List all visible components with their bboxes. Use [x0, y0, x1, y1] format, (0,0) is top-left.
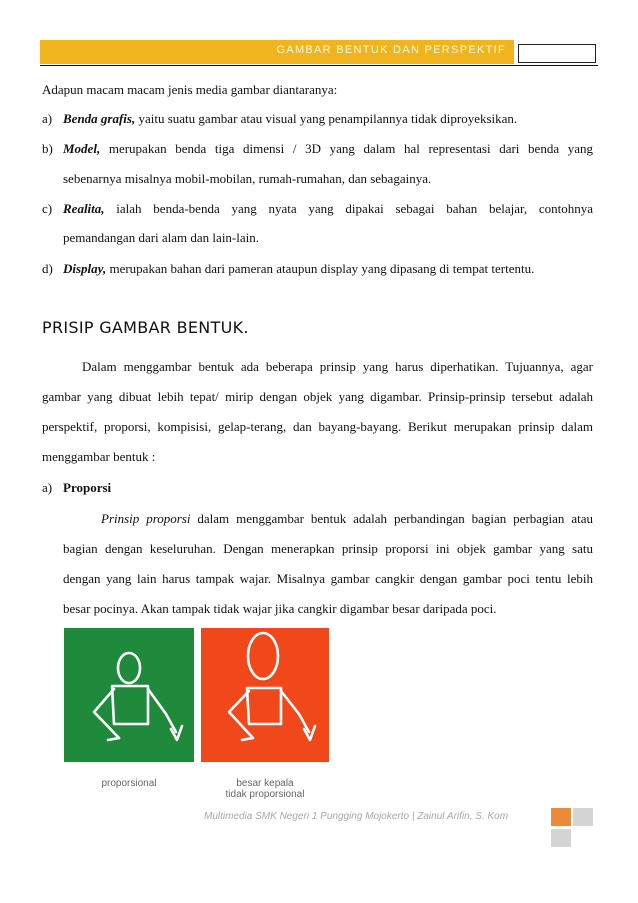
list-item-label: a)	[42, 111, 53, 126]
proporsi-line	[63, 511, 593, 527]
header-page-box	[518, 44, 596, 63]
proporsi-term: Prinsip proporsi	[101, 511, 191, 526]
stick-figure-drawing-icon	[64, 628, 194, 762]
footer-grey-square	[573, 808, 593, 826]
proportional-figure-panel	[64, 628, 194, 762]
list-item-label: b)	[42, 141, 53, 156]
sub-heading-title: Proporsi	[63, 480, 112, 495]
figure-caption-right-line2: tidak proporsional	[225, 789, 305, 800]
list-item-term: Realita,	[63, 201, 105, 216]
list-item-term: Display,	[63, 261, 107, 276]
proporsi-line: besar pocinya. Akan tampak tidak wajar jika cangkir digambar besar daripada poci.	[63, 601, 497, 616]
paragraph-line: menggambar bentuk :	[42, 449, 156, 464]
list-item-continuation: pemandangan dari alam dan lain-lain.	[63, 230, 260, 245]
list-item-text: yaitu suatu gambar atau visual yang penampilannya tidak diproyeksikan.	[135, 111, 518, 126]
list-item	[63, 141, 593, 157]
list-item-text: merupakan bahan dari pameran ataupun display yang dipasang di tempat tertentu.	[106, 261, 535, 276]
sub-heading-label: a)	[42, 480, 53, 495]
list-item	[63, 111, 517, 127]
header-divider	[40, 65, 598, 66]
section-heading: PRISIP GAMBAR BENTUK.	[42, 318, 249, 337]
footer-text: Multimedia SMK Negeri 1 Pungging Mojokerto | Zainul Arifin, S. Kom	[204, 811, 509, 822]
non-proportional-figure-panel	[201, 628, 329, 762]
intro-text: Adapun macam macam jenis media gambar diantaranya:	[42, 82, 338, 97]
footer-grey-square	[551, 829, 571, 847]
list-item-text: merupakan benda tiga dimensi / 3D yang dalam hal representasi dari benda yang	[100, 141, 593, 156]
list-item-text: ialah benda-benda yang nyata yang dipakai sebagai bahan belajar, contohnya	[104, 201, 593, 216]
list-item-term: Benda grafis,	[63, 111, 136, 126]
header-title: GAMBAR BENTUK DAN PERSPEKTIF	[276, 44, 506, 56]
paragraph-line: gambar yang dibuat lebih tepat/ mirip dengan objek yang digambar. Prinsip-prinsip tersebut adalah	[42, 389, 593, 404]
list-item	[63, 201, 593, 217]
header-bar	[40, 40, 514, 64]
figure-caption-left: proporsional	[101, 778, 157, 789]
list-item-label: c)	[42, 201, 53, 216]
list-item-term: Model,	[63, 141, 101, 156]
footer-orange-square	[551, 808, 571, 826]
paragraph-line: Dalam menggambar bentuk ada beberapa prinsip yang harus diperhatikan. Tujuannya, agar	[82, 359, 593, 374]
list-item-label: d)	[42, 261, 53, 276]
list-item	[63, 261, 534, 277]
proporsi-line: dengan yang lain harus tampak wajar. Misalnya gambar cangkir dengan gambar poci tentu lebih	[63, 571, 593, 586]
figure-caption-right-line1: besar kepala	[236, 778, 294, 789]
paragraph-line: perspektif, proporsi, kompisisi, gelap-terang, dan bayang-bayang. Berikut merupakan prinsip dalam	[42, 419, 593, 434]
proporsi-line: bagian dengan keseluruhan. Dengan menerapkan prinsip proporsi ini objek gambar yang satu	[63, 541, 593, 556]
list-item-continuation: sebenarnya misalnya mobil-mobilan, rumah-rumahan, dan sebagainya.	[63, 171, 432, 186]
stick-figure-drawing-icon	[201, 628, 329, 762]
proporsi-text: dalam menggambar bentuk adalah perbandingan bagian perbagian atau	[190, 511, 593, 526]
